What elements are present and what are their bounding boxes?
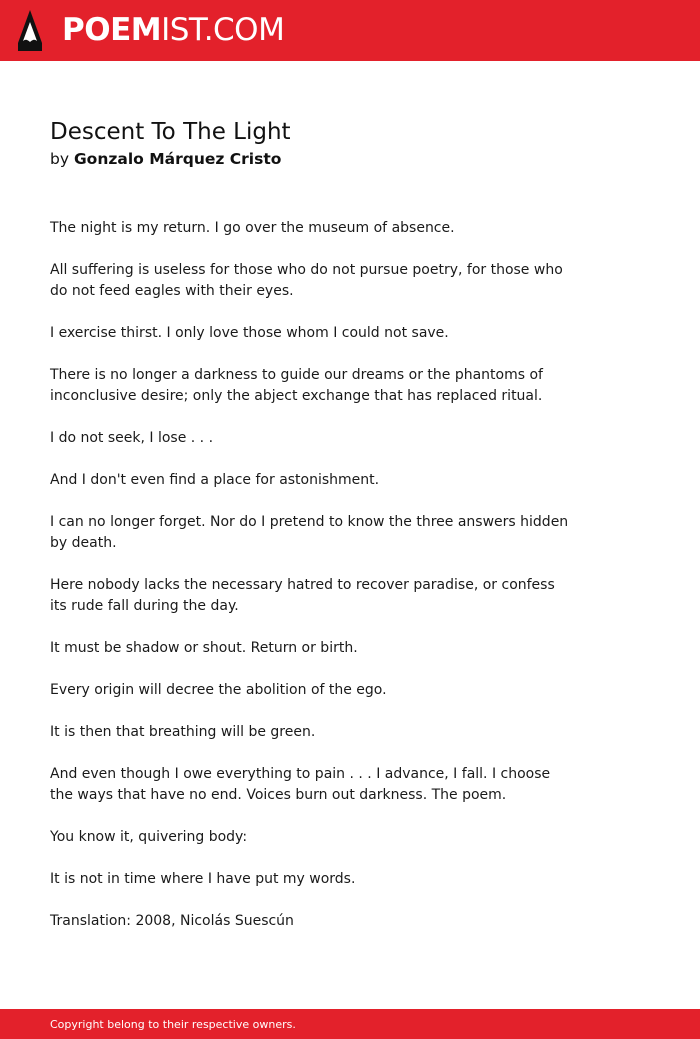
site-footer — [0, 1009, 700, 1039]
poem-stanza: I do not seek, I lose . . . — [50, 430, 214, 446]
poem-title: Descent To The Light — [50, 119, 291, 145]
poem-stanza: All suffering is useless for those who do not pursue poetry, for those who do not feed eagles with their eyes. — [50, 262, 563, 299]
poem-stanza: And even though I owe everything to pain . . . I advance, I fall. I choose the ways that have no end. Voices burn out darkness. The poem. — [50, 766, 551, 803]
poem-stanza: Here nobody lacks the necessary hatred to recover paradise, or confess its rude fall during the day. — [50, 577, 555, 614]
pencil-tip-icon[interactable] — [18, 10, 42, 51]
poem-stanza: You know it, quivering body: — [50, 829, 248, 845]
author-name: Gonzalo Márquez Cristo — [73, 150, 282, 168]
poem-stanza: There is no longer a darkness to guide our dreams or the phantoms of inconclusive desire; only the abject exchange that has replaced ritual. — [50, 367, 543, 404]
logo-bold-text: POEM — [62, 12, 162, 48]
poem-stanza: And I don't even find a place for astonishment. — [50, 472, 380, 488]
poem-stanza: It is not in time where I have put my words. — [50, 871, 356, 887]
poem-stanza: It must be shadow or shout. Return or birth. — [50, 640, 358, 656]
copyright-notice: Copyright belong to their respective owners. — [50, 1018, 296, 1031]
by-prefix: by — [50, 150, 70, 168]
translation-credit: Translation: 2008, Nicolás Suescún — [50, 913, 294, 929]
logo-light-text: IST.COM — [161, 12, 285, 48]
poem-stanza: I can no longer forget. Nor do I pretend to know the three answers hidden by death. — [50, 514, 569, 551]
poem-body — [50, 218, 570, 953]
site-header — [0, 0, 700, 61]
site-logo[interactable] — [62, 11, 284, 49]
poem-stanza: The night is my return. I go over the museum of absence. — [50, 220, 455, 236]
poem-stanza: I exercise thirst. I only love those whom I could not save. — [50, 325, 449, 341]
poem-stanza: It is then that breathing will be green. — [50, 724, 316, 740]
byline — [50, 149, 281, 169]
poem-stanza: Every origin will decree the abolition of the ego. — [50, 682, 387, 698]
